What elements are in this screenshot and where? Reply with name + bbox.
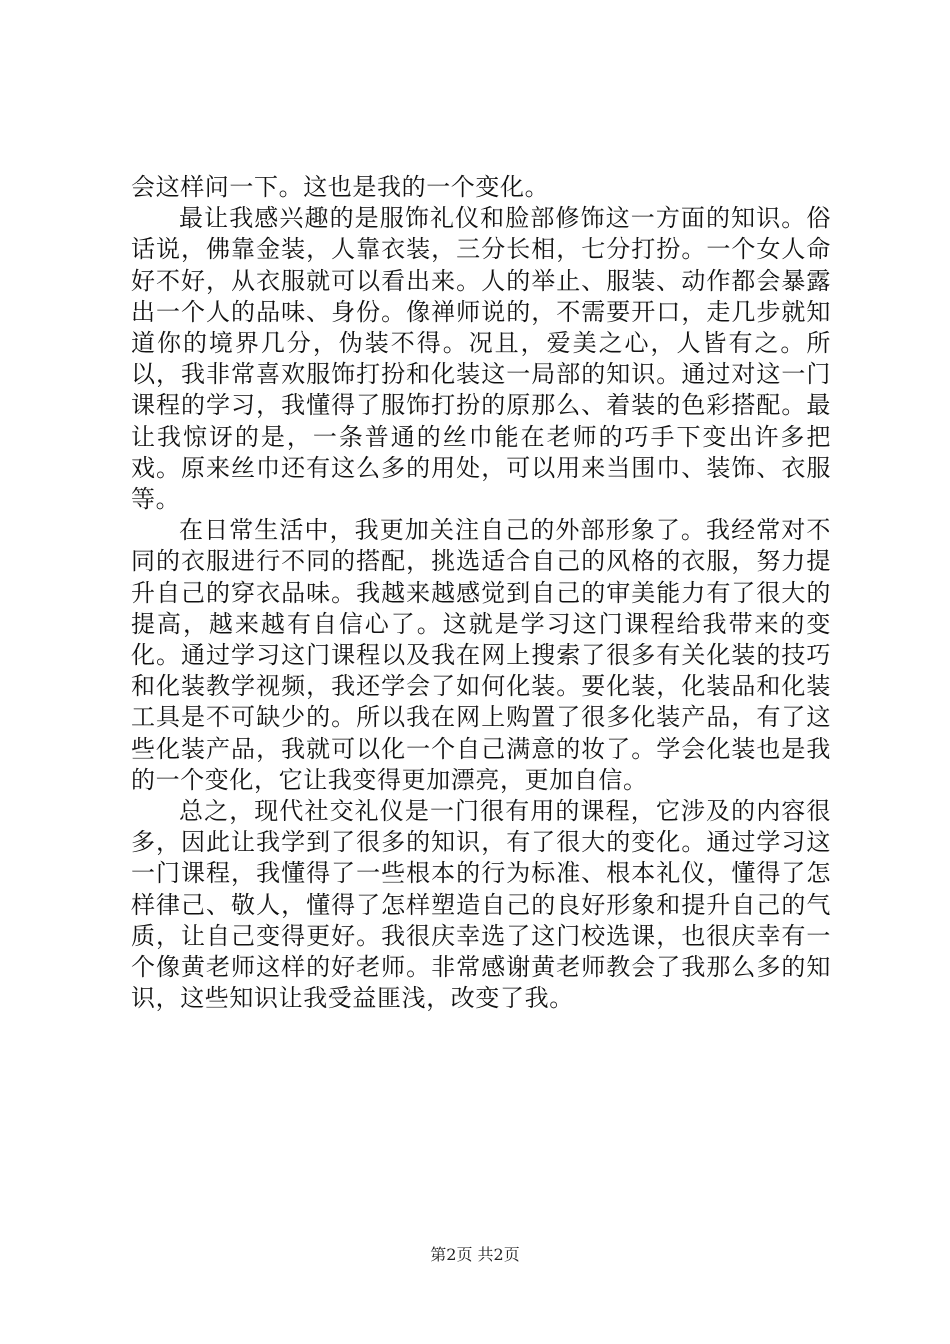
paragraph-continuation: 会这样问一下。这也是我的一个变化。 [131, 173, 550, 201]
paragraph-clothing-etiquette: 最让我感兴趣的是服饰礼仪和脸部修饰这一方面的知识。俗话说，佛靠金装，人靠衣装，三分长相，七分打扮。一个女人命好不好，从衣服就可以看出来。人的举止、服装、动作都会暴露出一个人的品味、身份。像禅师说的，不需要开口，走几步就知道你的境界几分，伪装不得。况且，爱美之心，人皆有之。所以，我非常喜欢服饰打扮和化装这一局部的知识。通过对这一门课程的学习，我懂得了服饰打扮的原那么、着装的色彩搭配。最让我惊讶的是，一条普通的丝巾能在老师的巧手下变出许多把戏。原来丝巾还有这么多的用处，可以用来当围巾、装饰、衣服等。 [131, 204, 831, 514]
document-body [131, 172, 831, 1014]
paragraph-conclusion: 总之，现代社交礼仪是一门很有用的课程，它涉及的内容很多，因此让我学到了很多的知识，有了很大的变化。通过学习这一门课程，我懂得了一些根本的行为标准、根本礼仪，懂得了怎样律己、敬人，懂得了怎样塑造自己的良好形象和提升自己的气质，让自己变得更好。我很庆幸选了这门校选课，也很庆幸有一个像黄老师这样的好老师。非常感谢黄老师教会了我那么多的知识，这些知识让我受益匪浅，改变了我。 [131, 797, 831, 1013]
paragraph-daily-life: 在日常生活中，我更加关注自己的外部形象了。我经常对不同的衣服进行不同的搭配，挑选适合自己的风格的衣服，努力提升自己的穿衣品味。我越来越感觉到自己的审美能力有了很大的提高，越来越有自信心了。这就是学习这门课程给我带来的变化。通过学习这门课程以及我在网上搜索了很多有关化装的技巧和化装教学视频，我还学会了如何化装。要化装，化装品和化装工具是不可缺少的。所以我在网上购置了很多化装产品，有了这些化装产品，我就可以化一个自己满意的妆了。学会化装也是我的一个变化，它让我变得更加漂亮，更加自信。 [131, 516, 831, 794]
page-number-footer: 第2页 共2页 [430, 1245, 520, 1264]
